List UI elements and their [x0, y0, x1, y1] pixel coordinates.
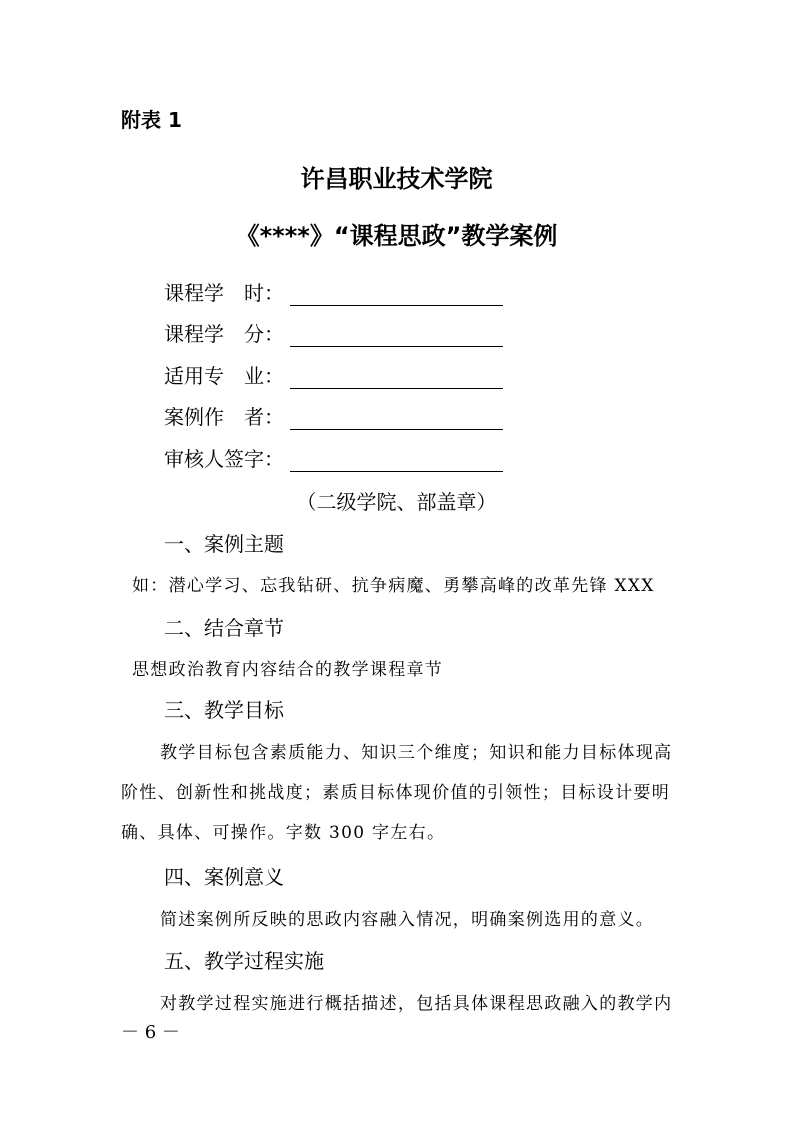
institution-title: 许昌职业技术学院	[300, 165, 493, 193]
field-applicable-major	[164, 359, 503, 389]
course-credits-input-line[interactable]	[290, 322, 503, 347]
reviewer-signature-input-line[interactable]	[290, 447, 503, 472]
field-reviewer-signature	[164, 442, 503, 472]
section-heading: 三、教学目标	[164, 698, 284, 722]
stamp-note: （二级学院、部盖章）	[296, 490, 497, 514]
section-text-line: 教学目标包含素质能力、知识三个维度；知识和能力目标体现高	[160, 743, 673, 763]
section-heading: 一、案例主题	[164, 532, 284, 556]
field-course-hours	[164, 276, 503, 306]
section-text: 对教学过程实施进行概括描述，包括具体课程思政融入的教学内	[160, 994, 673, 1014]
field-label: 课程学 时：	[164, 281, 284, 305]
section-text: 如：潜心学习、忘我钻研、抗争病魔、勇攀高峰的改革先锋 XXX	[132, 576, 655, 596]
applicable-major-input-line[interactable]	[290, 364, 503, 389]
section-heading: 五、教学过程实施	[164, 949, 324, 973]
field-label: 课程学 分：	[164, 322, 284, 346]
section-heading: 四、案例意义	[164, 865, 284, 889]
field-label: 适用专 业：	[164, 364, 284, 388]
field-course-credits	[164, 317, 503, 347]
course-hours-input-line[interactable]	[290, 281, 503, 306]
field-case-author	[164, 400, 503, 430]
section-text-line: 阶性、创新性和挑战度；素质目标体现价值的引领性；目标设计要明	[121, 783, 670, 803]
field-label: 审核人签字：	[164, 447, 284, 471]
document-title: 《****》“课程思政”教学案例	[235, 222, 558, 250]
section-text: 简述案例所反映的思政内容融入情况，明确案例选用的意义。	[160, 910, 655, 930]
case-author-input-line[interactable]	[290, 405, 503, 430]
field-label: 案例作 者：	[164, 405, 284, 429]
page-number: － 6 －	[121, 1022, 180, 1043]
section-text-line: 确、具体、可操作。字数 300 字左右。	[121, 823, 446, 843]
section-heading: 二、结合章节	[164, 616, 284, 640]
section-text: 思想政治教育内容结合的教学课程章节	[132, 660, 444, 680]
appendix-label: 附表 1	[121, 108, 182, 132]
